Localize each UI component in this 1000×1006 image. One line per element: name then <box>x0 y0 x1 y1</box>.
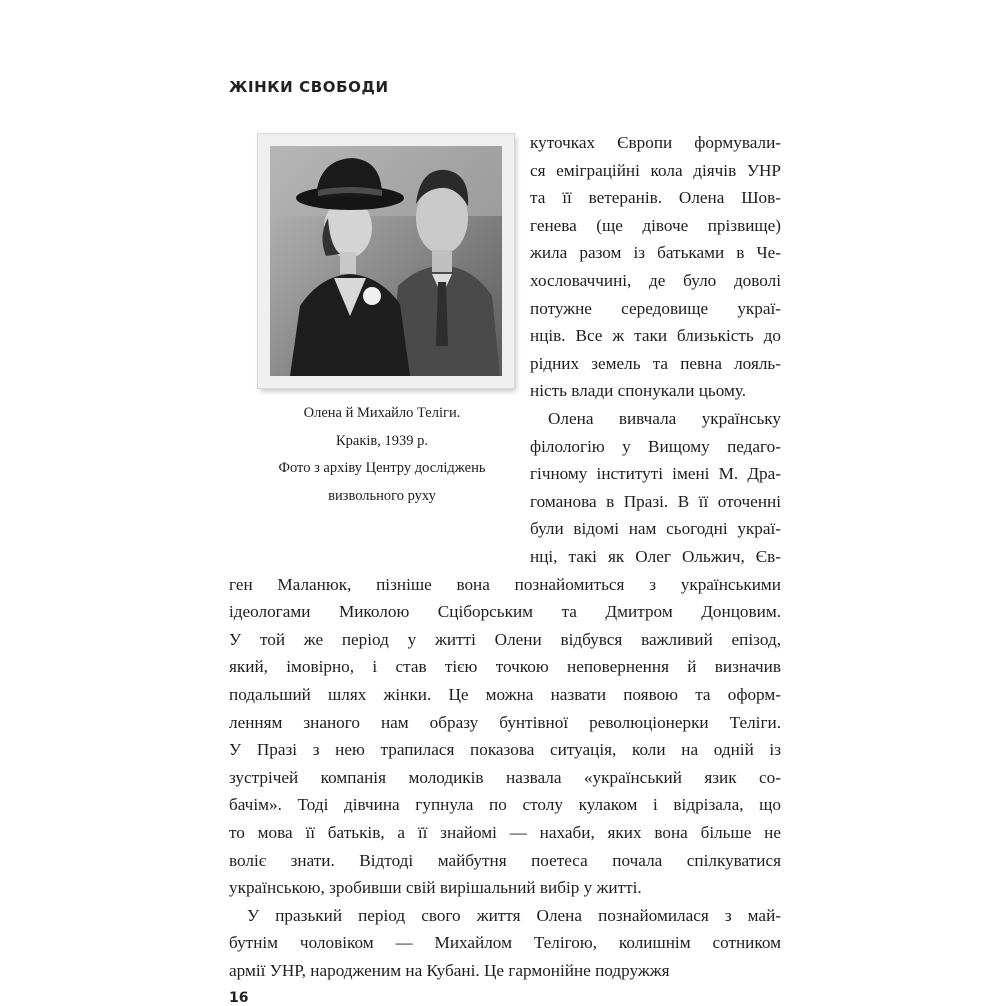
text-line: рідних земель та певна лояль- <box>530 353 781 373</box>
text-line: куточках Європи формували- <box>530 133 781 152</box>
text-line: У Празі з нею трапилася показова ситуація, коли на одній із <box>229 740 781 760</box>
paragraph-first-line: У празький період свого життя Олена познайомилася з май- <box>247 905 781 925</box>
text-line: зустрічей компанія молодиків назвала «український язик со- <box>229 767 781 787</box>
text-line: ність влади спонукали цьому. <box>530 381 747 401</box>
running-title: ЖІНКИ СВОБОДИ <box>229 78 389 96</box>
text-line: воліє знати. Відтоді майбутня поетеса почала спілкуватися <box>229 850 781 870</box>
page-number: 16 <box>229 989 249 1006</box>
text-line: бутнім чоловіком — Михайлом Телігою, колишнім сотником <box>229 933 781 953</box>
caption-line: визвольного руху <box>328 487 436 504</box>
text-line: хословаччині, де було доволі <box>530 271 781 290</box>
paragraph-first-line: Олена вивчала українську <box>548 409 781 428</box>
couple-photo-image <box>270 146 502 376</box>
photo-frame <box>258 134 514 388</box>
text-line: ся еміграційні кола діячів УНР <box>530 160 781 180</box>
caption-line: Фото з архіву Центру досліджень <box>278 460 486 477</box>
text-line: подальший шлях жінки. Це можна назвати появою та оформ- <box>229 685 781 704</box>
text-line: нців. Все ж таки близькість до <box>530 326 781 346</box>
photo-caption <box>246 400 518 510</box>
couple-photo <box>270 146 502 376</box>
text-line: У той же період у житті Олени відбувся важливий епізод, <box>229 629 781 649</box>
text-line: ідеологами Миколою Сціборським та Дмитром Донцовим. <box>229 602 781 622</box>
text-line: гічному інституті імені М. Дра- <box>530 464 781 484</box>
text-line: армії УНР, народженим на Кубані. Це гармонійне подружжя <box>229 961 670 980</box>
text-line: який, імовірно, і став тією точкою неповернення й визначив <box>229 657 781 677</box>
text-line: філологію у Вищому педаго- <box>530 436 781 456</box>
text-line: українською, зробивши свій вирішальний вибір у житті. <box>229 878 642 898</box>
caption-line: Олена й Михайло Теліги. <box>303 405 461 421</box>
caption-line: Краків, 1939 р. <box>335 432 429 449</box>
text-line: ген Маланюк, пізніше вона познайомиться з українськими <box>229 574 781 594</box>
text-line: нці, такі як Олег Ольжич, Єв- <box>530 547 781 566</box>
text-line: були відомі нам сьогодні украї- <box>530 519 781 539</box>
text-line: генева (ще дівоче прізвище) <box>530 215 781 235</box>
text-line: бачім». Тоді дівчина гупнула по столу кулаком і відрізала, що <box>229 795 781 815</box>
text-line: ленням знаного нам образу бунтівної революціонерки Теліги. <box>229 712 781 732</box>
text-line: то мова її батьків, а її знайомі — нахаби, яких вона більше не <box>229 823 781 842</box>
text-line: гоманова в Празі. В її оточенні <box>530 491 781 511</box>
text-line: потужне середовище украї- <box>530 298 781 318</box>
text-line: жила разом із батьками в Че- <box>530 243 781 263</box>
text-line: та її ветеранів. Олена Шов- <box>530 188 781 208</box>
